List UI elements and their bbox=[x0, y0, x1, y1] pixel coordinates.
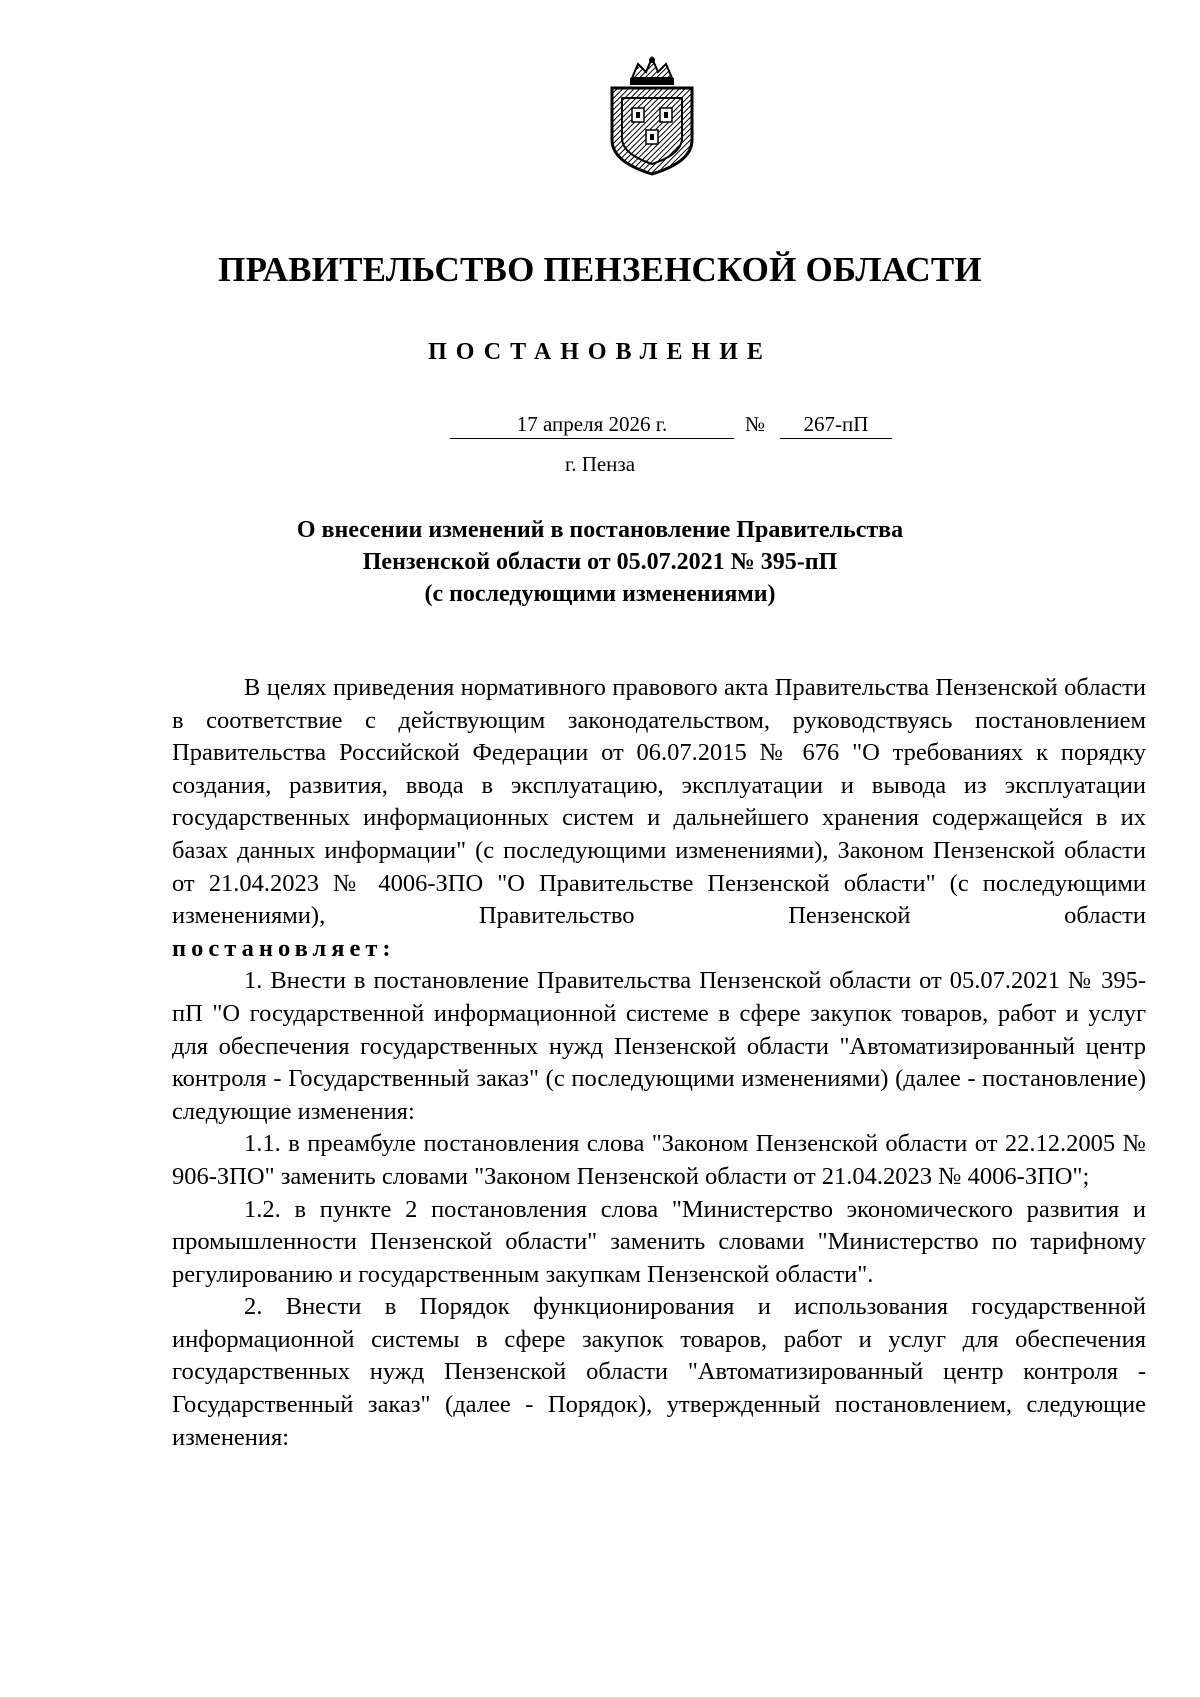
item-2-paragraph: 2. Внести в Порядок функционирования и использования государственной информационной системы в сфере закупок товаров, работ и услуг для обеспечения государственных нужд Пензенской области "Автоматизированный центр контроля - Государственный заказ" (далее - Порядок), утвержденный постановлением, следующие изменения: bbox=[172, 1293, 1146, 1451]
item-1-2-paragraph: 1.2. в пункте 2 постановления слова "Министерство экономического развития и промышленности Пензенской области" заменить словами "Министерство по тарифному регулированию и государственным закупкам Пензенской области". bbox=[172, 1195, 1146, 1288]
decree-paragraph bbox=[172, 933, 1146, 966]
subject-line-3: (с последующими изменениями) bbox=[424, 581, 776, 607]
issue-city: г. Пенза bbox=[564, 452, 636, 476]
coat-of-arms-emblem-icon bbox=[604, 56, 700, 176]
decree-word: постановляет: bbox=[172, 934, 396, 962]
document-body bbox=[172, 672, 1146, 1454]
subject-line-2: Пензенской области от 05.07.2021 № 395-пП bbox=[362, 549, 838, 575]
preamble-text: В целях приведения нормативного правового акта Правительства Пензенской области в соответствие с действующим законодательством, руководствуясь постановлением Правительства Российской Федерации от 06.07.2015 № 676 "О требованиях к порядку создания, развития, ввода в эксплуатацию, эксплуатации и вывода из эксплуатации государственных информационных систем и дальнейшего хранения содержащейся в их базах данных информации" (с последующими изменениями), Законом Пензенской области от 21.04.2023 № 4006-ЗПО "О Правительстве Пензенской области" (с последующими изменениями), Правительство Пензенской области bbox=[172, 674, 1146, 930]
item-1-paragraph: 1. Внести в постановление Правительства Пензенской области от 05.07.2021 № 395-пП "О государственной информационной системе в сфере закупок товаров, работ и услуг для обеспечения государственных нужд Пензенской области "Автоматизированный центр контроля - Государственный заказ" (с последующими изменениями) (далее - постановление) следующие изменения: bbox=[172, 967, 1146, 1125]
preamble-paragraph bbox=[172, 672, 1146, 933]
document-number: 267-пП bbox=[780, 410, 892, 439]
number-sign: № bbox=[744, 412, 766, 436]
document-subject bbox=[200, 514, 1000, 610]
government-title: ПРАВИТЕЛЬСТВО ПЕНЗЕНСКОЙ ОБЛАСТИ bbox=[218, 250, 982, 289]
subject-line-1: О внесении изменений в постановление Правительства bbox=[296, 517, 904, 543]
item-1-1-paragraph: 1.1. в преамбуле постановления слова "Законом Пензенской области от 22.12.2005 № 906-ЗПО" заменить словами "Законом Пензенской области от 21.04.2023 № 4006-ЗПО"; bbox=[172, 1130, 1146, 1190]
document-date: 17 апреля 2026 г. bbox=[450, 410, 734, 439]
document-type-title: ПОСТАНОВЛЕНИЕ bbox=[428, 339, 772, 365]
